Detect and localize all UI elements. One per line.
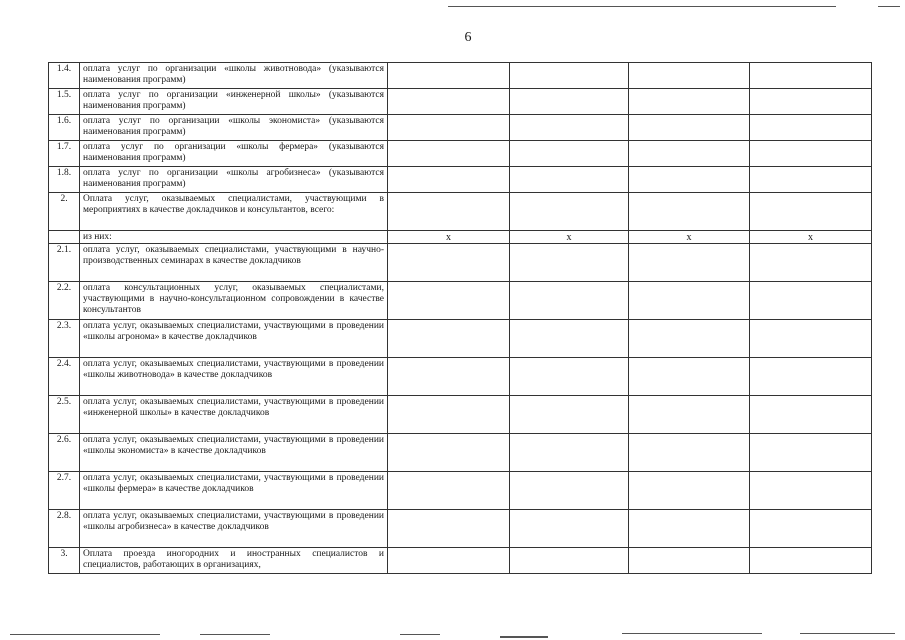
row-description: оплата услуг по организации «школы фермера» (указываются наименования программ) bbox=[80, 141, 388, 167]
table-row bbox=[49, 193, 872, 231]
table-cell bbox=[510, 115, 629, 141]
table-cell bbox=[750, 141, 872, 167]
scan-edge-line bbox=[400, 634, 440, 635]
row-number: 1.8. bbox=[49, 167, 80, 193]
row-number: 2.5. bbox=[49, 396, 80, 434]
table-cell bbox=[388, 396, 510, 434]
table-row bbox=[49, 89, 872, 115]
table-row bbox=[49, 141, 872, 167]
row-description: оплата услуг по организации «школы экономиста» (указываются наименования программ) bbox=[80, 115, 388, 141]
x-mark: х bbox=[388, 231, 510, 244]
row-number: 2.2. bbox=[49, 282, 80, 320]
row-description: оплата услуг по организации «школы животновода» (указываются наименования программ) bbox=[80, 63, 388, 89]
row-number: 3. bbox=[49, 548, 80, 574]
table-cell bbox=[629, 396, 750, 434]
row-number: 1.4. bbox=[49, 63, 80, 89]
table-cell bbox=[388, 472, 510, 510]
row-description: Оплата проезда иногородних и иностранных специалистов и специалистов, работающих в организациях, bbox=[80, 548, 388, 574]
table-cell bbox=[750, 89, 872, 115]
table-cell bbox=[629, 282, 750, 320]
table-cell bbox=[510, 193, 629, 231]
table-cell bbox=[750, 167, 872, 193]
scan-edge-line bbox=[10, 634, 160, 635]
table-cell bbox=[750, 244, 872, 282]
table-cell bbox=[750, 510, 872, 548]
budget-table bbox=[48, 62, 872, 574]
table-cell bbox=[629, 548, 750, 574]
table-row bbox=[49, 244, 872, 282]
table-cell bbox=[388, 320, 510, 358]
scan-edge-line bbox=[800, 633, 895, 634]
scan-edge-line bbox=[622, 633, 762, 634]
table-row bbox=[49, 282, 872, 320]
table-cell bbox=[388, 63, 510, 89]
table-cell bbox=[629, 115, 750, 141]
table-cell bbox=[510, 167, 629, 193]
row-number: 2.1. bbox=[49, 244, 80, 282]
scan-edge-line bbox=[500, 636, 548, 638]
table-cell bbox=[750, 358, 872, 396]
row-number: 2.6. bbox=[49, 434, 80, 472]
table-cell bbox=[629, 167, 750, 193]
table-cell bbox=[629, 320, 750, 358]
table-cell bbox=[629, 141, 750, 167]
row-description: из них: bbox=[80, 231, 388, 244]
table-cell bbox=[510, 472, 629, 510]
row-description: Оплата услуг, оказываемых специалистами, участвующими в мероприятиях в качестве докладчиков и консультантов, всего: bbox=[80, 193, 388, 231]
x-mark: х bbox=[629, 231, 750, 244]
row-description: оплата услуг, оказываемых специалистами, участвующими в проведении «школы экономиста» в качестве докладчиков bbox=[80, 434, 388, 472]
table-cell bbox=[629, 63, 750, 89]
table-cell bbox=[750, 320, 872, 358]
row-description: оплата услуг, оказываемых специалистами, участвующими в проведении «школы агронома» в качестве докладчиков bbox=[80, 320, 388, 358]
table-cell bbox=[629, 472, 750, 510]
row-number: 1.6. bbox=[49, 115, 80, 141]
table-row bbox=[49, 115, 872, 141]
row-number: 2.3. bbox=[49, 320, 80, 358]
table-row bbox=[49, 396, 872, 434]
row-description: оплата услуг, оказываемых специалистами, участвующими в проведении «школы животновода» в качестве докладчиков bbox=[80, 358, 388, 396]
table-row bbox=[49, 434, 872, 472]
table-cell bbox=[629, 244, 750, 282]
row-description: оплата услуг по организации «инженерной школы» (указываются наименования программ) bbox=[80, 89, 388, 115]
row-number: 1.7. bbox=[49, 141, 80, 167]
table-cell bbox=[750, 115, 872, 141]
table-row bbox=[49, 472, 872, 510]
table-cell bbox=[388, 548, 510, 574]
row-number: 2. bbox=[49, 193, 80, 231]
row-description: оплата услуг, оказываемых специалистами, участвующими в проведении «школы фермера» в качестве докладчиков bbox=[80, 472, 388, 510]
scan-edge-line bbox=[448, 6, 836, 7]
row-number: 2.8. bbox=[49, 510, 80, 548]
row-description: оплата услуг, оказываемых специалистами, участвующими в проведении «школы агробизнеса» в качестве докладчиков bbox=[80, 510, 388, 548]
page-number: 6 bbox=[464, 30, 472, 45]
x-mark: х bbox=[750, 231, 872, 244]
table-cell bbox=[629, 89, 750, 115]
table-cell bbox=[388, 167, 510, 193]
table-row bbox=[49, 358, 872, 396]
row-number: 1.5. bbox=[49, 89, 80, 115]
table-cell bbox=[510, 141, 629, 167]
table-cell bbox=[510, 244, 629, 282]
table-cell bbox=[750, 548, 872, 574]
table-row bbox=[49, 231, 872, 244]
table-cell bbox=[629, 434, 750, 472]
table-cell bbox=[750, 63, 872, 89]
table-cell bbox=[750, 434, 872, 472]
x-mark: х bbox=[510, 231, 629, 244]
row-description: оплата услуг, оказываемых специалистами, участвующими в научно-производственных семинарах в качестве докладчиков bbox=[80, 244, 388, 282]
table-cell bbox=[629, 358, 750, 396]
row-description: оплата услуг, оказываемых специалистами, участвующими в проведении «инженерной школы» в качестве докладчиков bbox=[80, 396, 388, 434]
table-cell bbox=[388, 510, 510, 548]
table-cell bbox=[510, 396, 629, 434]
table-cell bbox=[510, 282, 629, 320]
table-cell bbox=[510, 548, 629, 574]
table-cell bbox=[750, 396, 872, 434]
row-number: 2.4. bbox=[49, 358, 80, 396]
table-cell bbox=[388, 141, 510, 167]
table-cell bbox=[750, 193, 872, 231]
table-cell bbox=[510, 358, 629, 396]
row-description: оплата услуг по организации «школы агробизнеса» (указываются наименования программ) bbox=[80, 167, 388, 193]
row-description: оплата консультационных услуг, оказываемых специалистами, участвующими в научно-консультационном сопровождении в качестве консультантов bbox=[80, 282, 388, 320]
table-cell bbox=[510, 63, 629, 89]
table-cell bbox=[510, 89, 629, 115]
scan-edge-line bbox=[200, 634, 270, 635]
table-cell bbox=[510, 320, 629, 358]
table-row bbox=[49, 548, 872, 574]
table-cell bbox=[388, 89, 510, 115]
table-cell bbox=[388, 282, 510, 320]
table-row bbox=[49, 63, 872, 89]
table-cell bbox=[388, 193, 510, 231]
table-row bbox=[49, 167, 872, 193]
row-number: 2.7. bbox=[49, 472, 80, 510]
table-cell bbox=[388, 358, 510, 396]
table-cell bbox=[388, 244, 510, 282]
table-cell bbox=[388, 434, 510, 472]
table-cell bbox=[510, 434, 629, 472]
table-cell bbox=[388, 115, 510, 141]
scan-edge-line bbox=[878, 6, 900, 7]
row-number bbox=[49, 231, 80, 244]
table-cell bbox=[629, 510, 750, 548]
table-row bbox=[49, 510, 872, 548]
table-cell bbox=[750, 472, 872, 510]
table-row bbox=[49, 320, 872, 358]
table-cell bbox=[510, 510, 629, 548]
table-cell bbox=[629, 193, 750, 231]
table-cell bbox=[750, 282, 872, 320]
